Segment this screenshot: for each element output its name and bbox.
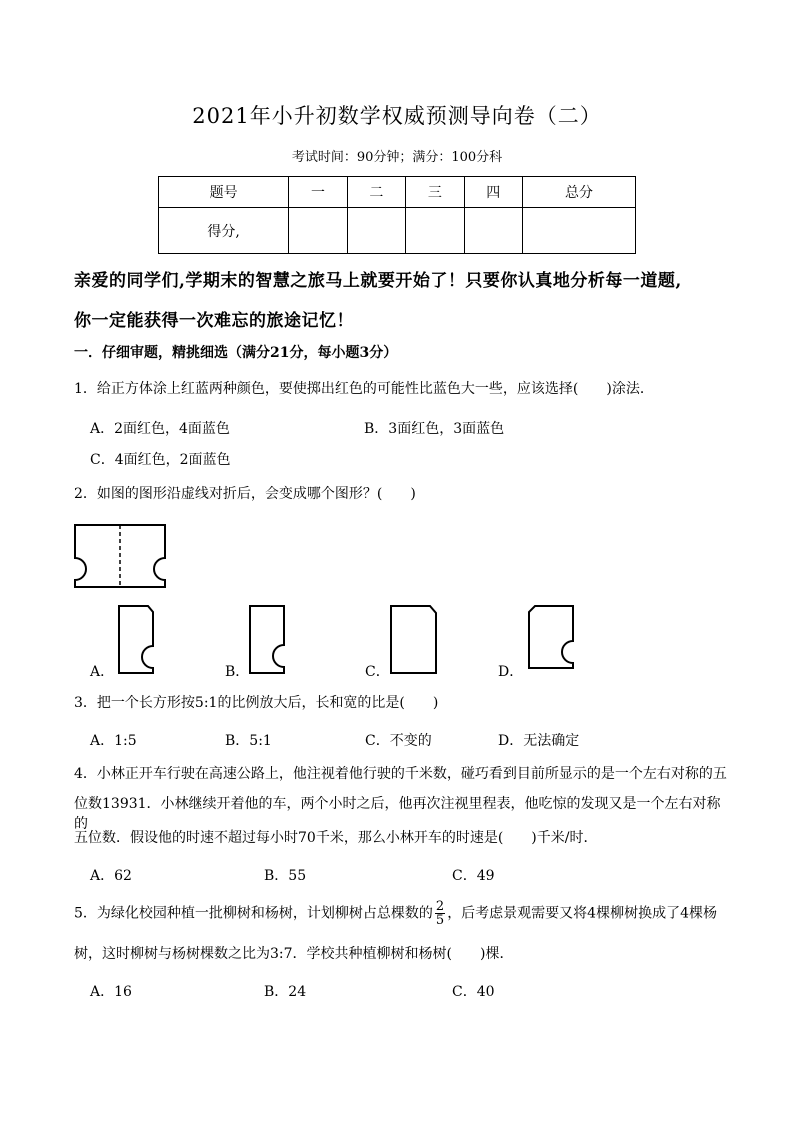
score-row-label: 得分, [159, 208, 289, 254]
fraction [435, 900, 445, 927]
intro-line-1: 亲爱的同学们,学期末的智慧之旅马上就要开始了！只要你认真地分析每一道题, [74, 271, 682, 291]
table-header-cell: 题号 [159, 177, 289, 208]
q5-option-c[interactable]: C．40 [452, 984, 495, 1000]
q5-option-b[interactable]: B．24 [264, 984, 307, 1000]
q5-text-a: 5．为绿化校园种植一批柳树和杨树，计划柳树占总棵数的 [74, 905, 433, 922]
question-2-stem: 2．如图的图形沿虚线对折后，会变成哪个图形？( ) [74, 486, 416, 502]
q2-option-a[interactable]: A． [90, 664, 115, 680]
table-header-cell: 一 [289, 177, 347, 208]
exam-info: 考试时间：90分钟；满分：100分科 [291, 150, 503, 165]
fraction-denominator: 5 [435, 913, 445, 928]
q2-option-c-figure [391, 606, 436, 673]
table-header-cell: 二 [347, 177, 405, 208]
q5-text-b: ，后考虑景观需要又将4棵柳树换成了4棵杨 [447, 905, 718, 922]
question-5-line-1 [74, 900, 734, 927]
q3-option-a[interactable]: A．1:5 [90, 733, 137, 749]
section-heading: 一．仔细审题，精挑细选（满分21分，每小题3分） [74, 345, 398, 361]
q5-option-a[interactable]: A．16 [90, 984, 132, 1000]
table-header-cell: 三 [406, 177, 464, 208]
question-4-line-3: 五位数．假设他的时速不超过每小时70千米，那么小林开车的时速是( )千米/时． [74, 830, 598, 846]
table-header-cell: 总分 [522, 177, 635, 208]
q1-option-a[interactable]: A．2面红色，4面蓝色 [90, 421, 230, 437]
q2-option-d[interactable]: D． [498, 664, 524, 680]
q2-option-a-figure [119, 606, 153, 673]
q2-option-b[interactable]: B． [225, 664, 250, 680]
question-5-line-2: 树，这时柳树与杨树棵数之比为3:7．学校共种植柳树和杨树( )棵． [74, 946, 514, 962]
q2-option-b-figure [250, 606, 284, 673]
question-3-stem: 3．把一个长方形按5:1的比例放大后，长和宽的比是( ) [74, 695, 439, 711]
page-title: 2021年小升初数学权威预测导向卷（二） [192, 104, 602, 128]
q1-option-c[interactable]: C．4面红色，2面蓝色 [90, 452, 231, 468]
fraction-numerator: 2 [435, 899, 445, 914]
q4-option-c[interactable]: C．49 [452, 868, 495, 884]
q4-option-b[interactable]: B．55 [264, 868, 307, 884]
intro-line-2: 你一定能获得一次难忘的旅途记忆！ [74, 311, 354, 331]
q3-option-d[interactable]: D．无法确定 [498, 733, 580, 749]
question-4-line-1: 4．小林正开车行驶在高速公路上，他注视着他行驶的千米数，碰巧看到目前所显示的是一个左右对称的五 [74, 766, 727, 782]
q2-option-c[interactable]: C． [365, 664, 390, 680]
q1-option-b[interactable]: B．3面红色，3面蓝色 [364, 421, 505, 437]
q3-option-b[interactable]: B．5:1 [225, 733, 272, 749]
question-4-line-2: 位数13931．小林继续开着他的车，两个小时之后，他再次注视里程表，他吃惊的发现又是一个左右对称的 [74, 796, 721, 832]
table-header-cell: 四 [464, 177, 522, 208]
q2-option-d-figure [529, 606, 573, 668]
question-1-stem: 1．给正方体涂上红蓝两种颜色，要使掷出红色的可能性比蓝色大一些，应该选择( )涂法． [74, 381, 654, 397]
q3-option-c[interactable]: C．不变的 [365, 733, 432, 749]
q4-option-a[interactable]: A．62 [90, 868, 132, 884]
